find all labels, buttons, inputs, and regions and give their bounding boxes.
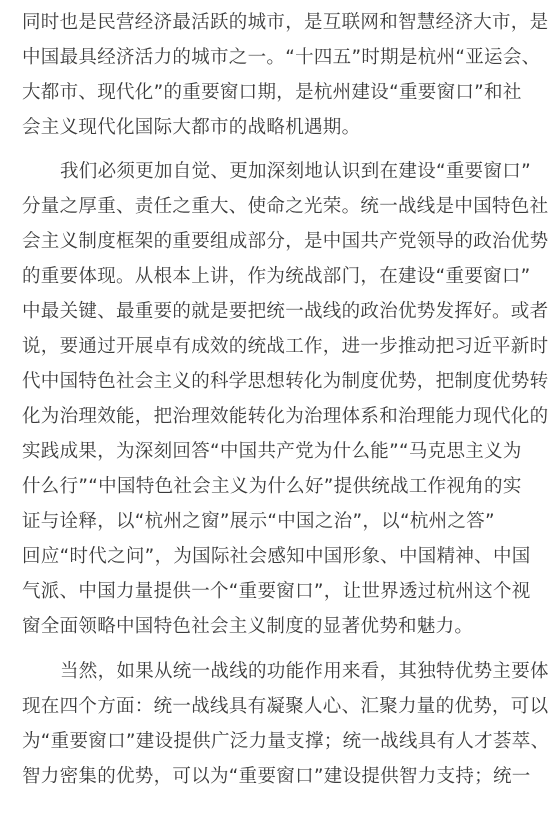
text-line: 什么行”“中国特色社会主义为什么好”提供统战工作视角的实 [22, 476, 522, 497]
text-line: 回应“时代之问”，为国际社会感知中国形象、中国精神、中国 [22, 546, 531, 567]
paragraph-start-line: 我们必须更加自觉、更加深刻地认识到在建设“重要窗口” [60, 161, 531, 182]
text-line: 分量之厚重、责任之重大、使命之光荣。统一战线是中国特色社 [22, 196, 549, 217]
text-line: 气派、中国力量提供一个“重要窗口”，让世界透过杭州这个视 [22, 581, 531, 602]
text-line: 实践成果，为深刻回答“中国共产党为什么能”“马克思主义为 [22, 441, 522, 462]
text-line: 的重要体现。从根本上讲，作为统战部门，在建设“重要窗口” [22, 266, 531, 287]
text-line: 会主义制度框架的重要组成部分，是中国共产党领导的政治优势 [22, 231, 549, 252]
text-line: 现在四个方面：统一战线具有凝聚人心、汇聚力量的优势，可以 [22, 696, 549, 717]
text-line: 同时也是民营经济最活跃的城市，是互联网和智慧经济大市，是 [22, 12, 549, 33]
text-line: 窗全面领略中国特色社会主义制度的显著优势和魅力。 [22, 616, 474, 637]
text-line: 证与诠释，以“杭州之窗”展示“中国之治”，以“杭州之答” [22, 511, 495, 532]
paragraph-start-line: 当然，如果从统一战线的功能作用来看，其独特优势主要体 [60, 661, 549, 682]
text-line: 智力密集的优势，可以为“重要窗口”建设提供智力支持；统一 [22, 766, 531, 787]
text-line: 为“重要窗口”建设提供广泛力量支撑；统一战线具有人才荟萃、 [22, 731, 550, 752]
text-line: 说，要通过开展卓有成效的统战工作，进一步推动把习近平新时 [22, 336, 549, 357]
text-line: 化为治理效能，把治理效能转化为治理体系和治理能力现代化的 [22, 406, 549, 427]
text-line: 中最关键、最重要的就是要把统一战线的政治优势发挥好。或者 [22, 301, 549, 322]
text-line: 大都市、现代化”的重要窗口期，是杭州建设“重要窗口”和社 [22, 82, 522, 103]
text-line: 会主义现代化国际大都市的战略机遇期。 [22, 117, 361, 138]
text-line: 中国最具经济活力的城市之一。“十四五”时期是杭州“亚运会、 [22, 47, 541, 68]
text-line: 代中国特色社会主义的科学思想转化为制度优势，把制度优势转 [22, 371, 549, 392]
